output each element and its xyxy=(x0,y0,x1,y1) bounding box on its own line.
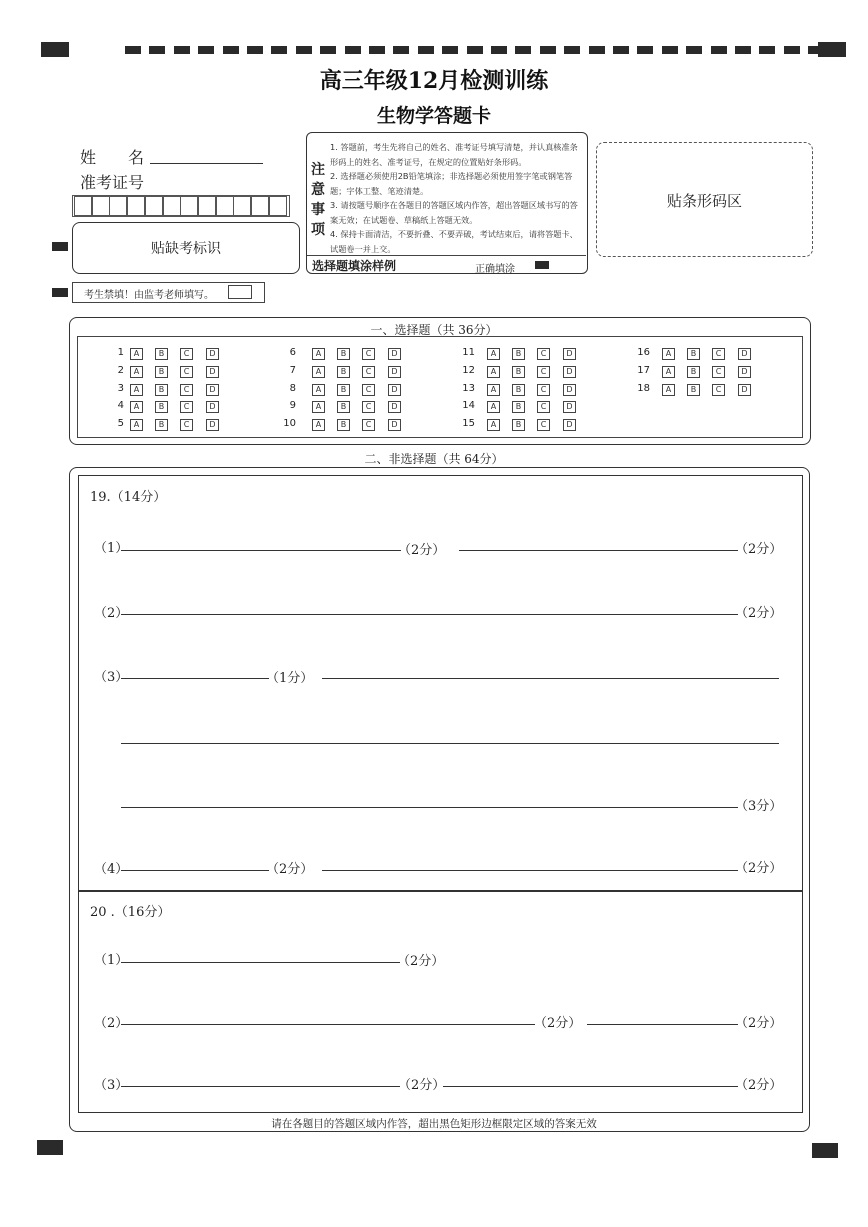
exam-id-cell[interactable] xyxy=(233,196,251,216)
mc-option-a[interactable]: A xyxy=(662,348,675,360)
notice-item: 2. 选择题必须使用2B铅笔填涂；非选择题必须使用签字笔或钢笔答题；字体工整、笔迹清楚。 xyxy=(330,171,573,196)
q19-part4-answer-b[interactable] xyxy=(322,870,738,871)
mc-option-a[interactable]: A xyxy=(312,348,325,360)
mc-question-number: 11 xyxy=(462,347,475,358)
q20-part3-answer-a[interactable] xyxy=(121,1086,400,1087)
timing-mark xyxy=(393,46,409,54)
mc-option-b[interactable]: B xyxy=(337,401,350,413)
timing-mark xyxy=(686,46,702,54)
exam-id-cell[interactable] xyxy=(269,196,287,216)
mc-option-c[interactable]: C xyxy=(712,366,725,378)
mc-option-b[interactable]: B xyxy=(512,348,525,360)
exam-id-cell[interactable] xyxy=(109,196,127,216)
q20-part1: （1） xyxy=(94,953,129,968)
notice-heading-char: 意 xyxy=(311,182,325,198)
timing-mark xyxy=(564,46,580,54)
q19-part3: （3） xyxy=(94,670,129,685)
position-mark-top-left xyxy=(41,42,69,57)
mc-option-c[interactable]: C xyxy=(537,419,550,431)
mc-option-b[interactable]: B xyxy=(512,401,525,413)
timing-mark xyxy=(369,46,385,54)
mc-option-d[interactable]: D xyxy=(206,384,219,396)
notice-items xyxy=(330,140,585,256)
mc-option-d[interactable]: D xyxy=(206,401,219,413)
timing-mark xyxy=(296,46,312,54)
q19-part2: （2） xyxy=(94,606,129,621)
mc-option-a[interactable]: A xyxy=(130,419,143,431)
mc-option-b[interactable]: B xyxy=(337,384,350,396)
timing-mark xyxy=(247,46,263,54)
mc-option-a[interactable]: A xyxy=(662,384,675,396)
mc-option-a[interactable]: A xyxy=(312,366,325,378)
q19-part2-answer[interactable] xyxy=(121,614,738,615)
mc-option-c[interactable]: C xyxy=(362,401,375,413)
exam-id-cell[interactable] xyxy=(92,196,110,216)
timing-mark xyxy=(125,46,141,54)
mc-option-b[interactable]: B xyxy=(155,384,168,396)
position-mark-bottom-left xyxy=(37,1140,63,1155)
timing-mark xyxy=(589,46,605,54)
mc-option-c[interactable]: C xyxy=(180,384,193,396)
mc-option-a[interactable]: A xyxy=(130,401,143,413)
timing-mark xyxy=(808,46,824,54)
mc-option-c[interactable]: C xyxy=(537,384,550,396)
q19-part4-points-b: （2分） xyxy=(735,861,783,876)
q20-part3-answer-b[interactable] xyxy=(443,1086,738,1087)
mc-option-c[interactable]: C xyxy=(712,384,725,396)
mc-option-c[interactable]: C xyxy=(180,366,193,378)
mc-option-c[interactable]: C xyxy=(362,366,375,378)
timing-mark xyxy=(271,46,287,54)
mc-question-number: 3 xyxy=(117,382,124,394)
correct-fill-label: 正确填涂 xyxy=(475,264,515,275)
q20-header: 20 .（16分） xyxy=(90,905,171,920)
mc-option-a[interactable]: A xyxy=(662,366,675,378)
mc-option-a[interactable]: A xyxy=(487,348,500,360)
timing-mark xyxy=(735,46,751,54)
timing-mark xyxy=(784,46,800,54)
footer-warning: 请在各题目的答题区域内作答，超出黑色矩形边框限定区域的答案无效 xyxy=(271,1118,597,1130)
q20-part2-answer-a[interactable] xyxy=(121,1024,535,1025)
notice-heading xyxy=(311,160,327,240)
side-mark xyxy=(52,288,68,297)
q19-part1: （1） xyxy=(94,541,129,556)
mc-option-a[interactable]: A xyxy=(312,401,325,413)
mc-question-number: 6 xyxy=(289,347,296,358)
mc-option-c[interactable]: C xyxy=(362,384,375,396)
timing-mark xyxy=(491,46,507,54)
mc-question-number: 18 xyxy=(637,382,650,394)
name-label: 姓 名 xyxy=(80,148,145,167)
q19-part4: （4） xyxy=(94,862,129,877)
mc-option-c[interactable]: C xyxy=(180,419,193,431)
mc-option-c[interactable]: C xyxy=(712,348,725,360)
proctor-label: 考生禁填！由监考老师填写。 xyxy=(84,290,214,301)
mc-option-a[interactable]: A xyxy=(487,401,500,413)
mc-option-b[interactable]: B xyxy=(337,366,350,378)
mc-option-d[interactable]: D xyxy=(388,366,401,378)
side-mark xyxy=(52,242,68,251)
q19-part3-answer-d[interactable] xyxy=(121,807,738,808)
mc-option-a[interactable]: A xyxy=(130,348,143,360)
mc-option-c[interactable]: C xyxy=(362,348,375,360)
mc-option-b[interactable]: B xyxy=(155,419,168,431)
q20-part2-points-a: （2分） xyxy=(534,1016,582,1031)
timing-mark xyxy=(223,46,239,54)
exam-id-cell[interactable] xyxy=(251,196,269,216)
mc-option-a[interactable]: A xyxy=(130,366,143,378)
mc-option-b[interactable]: B xyxy=(687,366,700,378)
q20-part1-answer[interactable] xyxy=(121,962,400,963)
barcode-label: 贴条形码区 xyxy=(666,192,742,210)
mc-option-d[interactable]: D xyxy=(206,419,219,431)
timing-mark xyxy=(613,46,629,54)
q19-header: 19.（14分） xyxy=(90,490,167,505)
mc-question-number: 13 xyxy=(462,382,475,394)
mc-question-number: 17 xyxy=(637,364,650,376)
mc-question-number: 10 xyxy=(283,418,296,430)
mc-option-d[interactable]: D xyxy=(563,348,576,360)
timing-mark xyxy=(662,46,678,54)
timing-mark xyxy=(198,46,214,54)
mc-option-b[interactable]: B xyxy=(155,348,168,360)
exam-id-cell[interactable] xyxy=(180,196,198,216)
exam-title: 高三年级12月检测训练 xyxy=(319,68,549,94)
mc-question-number: 5 xyxy=(117,418,124,430)
mc-option-d[interactable]: D xyxy=(738,348,751,360)
mc-option-b[interactable]: B xyxy=(512,366,525,378)
exam-id-cell[interactable] xyxy=(163,196,181,216)
q19-part3-answer-a[interactable] xyxy=(121,678,269,679)
timing-mark xyxy=(711,46,727,54)
exam-id-cell[interactable] xyxy=(145,196,163,216)
notice-heading-char: 事 xyxy=(311,202,325,218)
mc-option-a[interactable]: A xyxy=(487,384,500,396)
timing-mark xyxy=(418,46,434,54)
timing-mark xyxy=(442,46,458,54)
mc-option-d[interactable]: D xyxy=(738,366,751,378)
mc-option-a[interactable]: A xyxy=(487,419,500,431)
mc-option-c[interactable]: C xyxy=(180,401,193,413)
q19-part3-points-a: （1分） xyxy=(266,671,314,686)
mc-title: 一、选择题（共 36分） xyxy=(370,323,498,337)
notice-heading-char: 项 xyxy=(311,222,325,238)
mc-option-d[interactable]: D xyxy=(388,384,401,396)
mc-option-b[interactable]: B xyxy=(687,384,700,396)
q19-part3-answer-b[interactable] xyxy=(322,678,779,679)
mc-option-d[interactable]: D xyxy=(388,348,401,360)
mc-option-b[interactable]: B xyxy=(155,401,168,413)
exam-id-cell[interactable] xyxy=(127,196,145,216)
mc-question-number: 7 xyxy=(289,364,296,376)
timing-mark xyxy=(540,46,556,54)
free-title: 二、非选择题（共 64分） xyxy=(364,452,504,466)
exam-id-cell[interactable] xyxy=(198,196,216,216)
notice-sample-divider xyxy=(307,255,586,256)
mc-option-b[interactable]: B xyxy=(512,384,525,396)
notice-item: 1. 答题前，考生先将自己的姓名、准考证号填写清楚，并认真核准条形码上的姓名、准考证号，在规定的位置贴好条形码。 xyxy=(330,142,578,167)
mc-question-number: 14 xyxy=(462,400,475,412)
mc-option-c[interactable]: C xyxy=(537,401,550,413)
q19-part1-answer-a[interactable] xyxy=(121,550,401,551)
mc-option-a[interactable]: A xyxy=(312,419,325,431)
q20-part2-points-b: （2分） xyxy=(735,1016,783,1031)
q19-part2-points: （2分） xyxy=(735,606,783,621)
mc-option-c[interactable]: C xyxy=(180,348,193,360)
notice-heading-char: 注 xyxy=(311,162,325,178)
q19-part3-points-b: （3分） xyxy=(735,799,783,814)
q20-part2: （2） xyxy=(94,1016,129,1031)
mc-option-a[interactable]: A xyxy=(312,384,325,396)
mc-question-number: 15 xyxy=(462,418,475,430)
name-field[interactable] xyxy=(150,163,263,164)
q19-part3-answer-c[interactable] xyxy=(121,743,779,744)
mc-option-d[interactable]: D xyxy=(563,419,576,431)
timing-mark xyxy=(515,46,531,54)
notice-item: 4. 保持卡面清洁，不要折叠、不要弄破，考试结束后，请将答题卡、试题卷一并上交。 xyxy=(330,229,578,254)
correct-fill-sample xyxy=(535,261,549,269)
timing-mark xyxy=(467,46,483,54)
mc-option-b[interactable]: B xyxy=(337,419,350,431)
position-mark-bottom-right xyxy=(812,1143,838,1158)
q20-part3-points-b: （2分） xyxy=(735,1078,783,1093)
mc-option-d[interactable]: D xyxy=(563,384,576,396)
mc-option-a[interactable]: A xyxy=(130,384,143,396)
timing-mark xyxy=(149,46,165,54)
timing-mark xyxy=(345,46,361,54)
timing-mark xyxy=(759,46,775,54)
q20-part3-points-a: （2分） xyxy=(398,1078,446,1093)
q19-part4-answer-a[interactable] xyxy=(121,870,269,871)
mc-option-c[interactable]: C xyxy=(362,419,375,431)
q20-part1-points: （2分） xyxy=(397,954,445,969)
mc-option-d[interactable]: D xyxy=(563,401,576,413)
answer-card-title: 生物学答题卡 xyxy=(376,105,491,127)
mc-question-number: 8 xyxy=(289,382,296,394)
notice-item: 3. 请按题号顺序在各题目的答题区域内作答，超出答题区域书写的答案无效；在试题卷、草稿纸上答题无效。 xyxy=(330,200,578,225)
proctor-fill-box[interactable] xyxy=(228,285,252,299)
exam-id-cell[interactable] xyxy=(74,196,92,216)
mc-option-d[interactable]: D xyxy=(206,348,219,360)
exam-id-label: 准考证号 xyxy=(80,173,145,192)
mc-option-b[interactable]: B xyxy=(337,348,350,360)
q19-area xyxy=(78,475,803,892)
absent-sticker-label: 贴缺考标识 xyxy=(151,241,221,257)
mc-question-number: 12 xyxy=(462,364,475,376)
timing-mark xyxy=(637,46,653,54)
timing-mark xyxy=(320,46,336,54)
mc-option-d[interactable]: D xyxy=(563,366,576,378)
q19-part1-points-a: （2分） xyxy=(398,543,446,558)
mc-option-d[interactable]: D xyxy=(388,401,401,413)
mc-option-b[interactable]: B xyxy=(155,366,168,378)
q19-part1-points-b: （2分） xyxy=(735,542,783,557)
mc-question-number: 4 xyxy=(117,400,124,412)
mc-option-a[interactable]: A xyxy=(487,366,500,378)
mc-option-d[interactable]: D xyxy=(206,366,219,378)
q19-part4-points-a: （2分） xyxy=(266,862,314,877)
exam-id-cell[interactable] xyxy=(216,196,234,216)
mc-question-number: 2 xyxy=(117,364,124,376)
q20-part3: （3） xyxy=(94,1078,129,1093)
mc-option-d[interactable]: D xyxy=(738,384,751,396)
q20-part2-answer-b[interactable] xyxy=(587,1024,738,1025)
mc-option-b[interactable]: B xyxy=(512,419,525,431)
mc-option-d[interactable]: D xyxy=(388,419,401,431)
q19-part1-answer-b[interactable] xyxy=(459,550,738,551)
mc-question-number: 16 xyxy=(637,347,650,358)
mc-question-number: 1 xyxy=(117,347,124,358)
mc-question-number: 9 xyxy=(289,400,296,412)
mc-option-c[interactable]: C xyxy=(537,348,550,360)
timing-mark xyxy=(174,46,190,54)
sample-label: 选择题填涂样例 xyxy=(312,259,397,273)
mc-option-c[interactable]: C xyxy=(537,366,550,378)
mc-option-b[interactable]: B xyxy=(687,348,700,360)
